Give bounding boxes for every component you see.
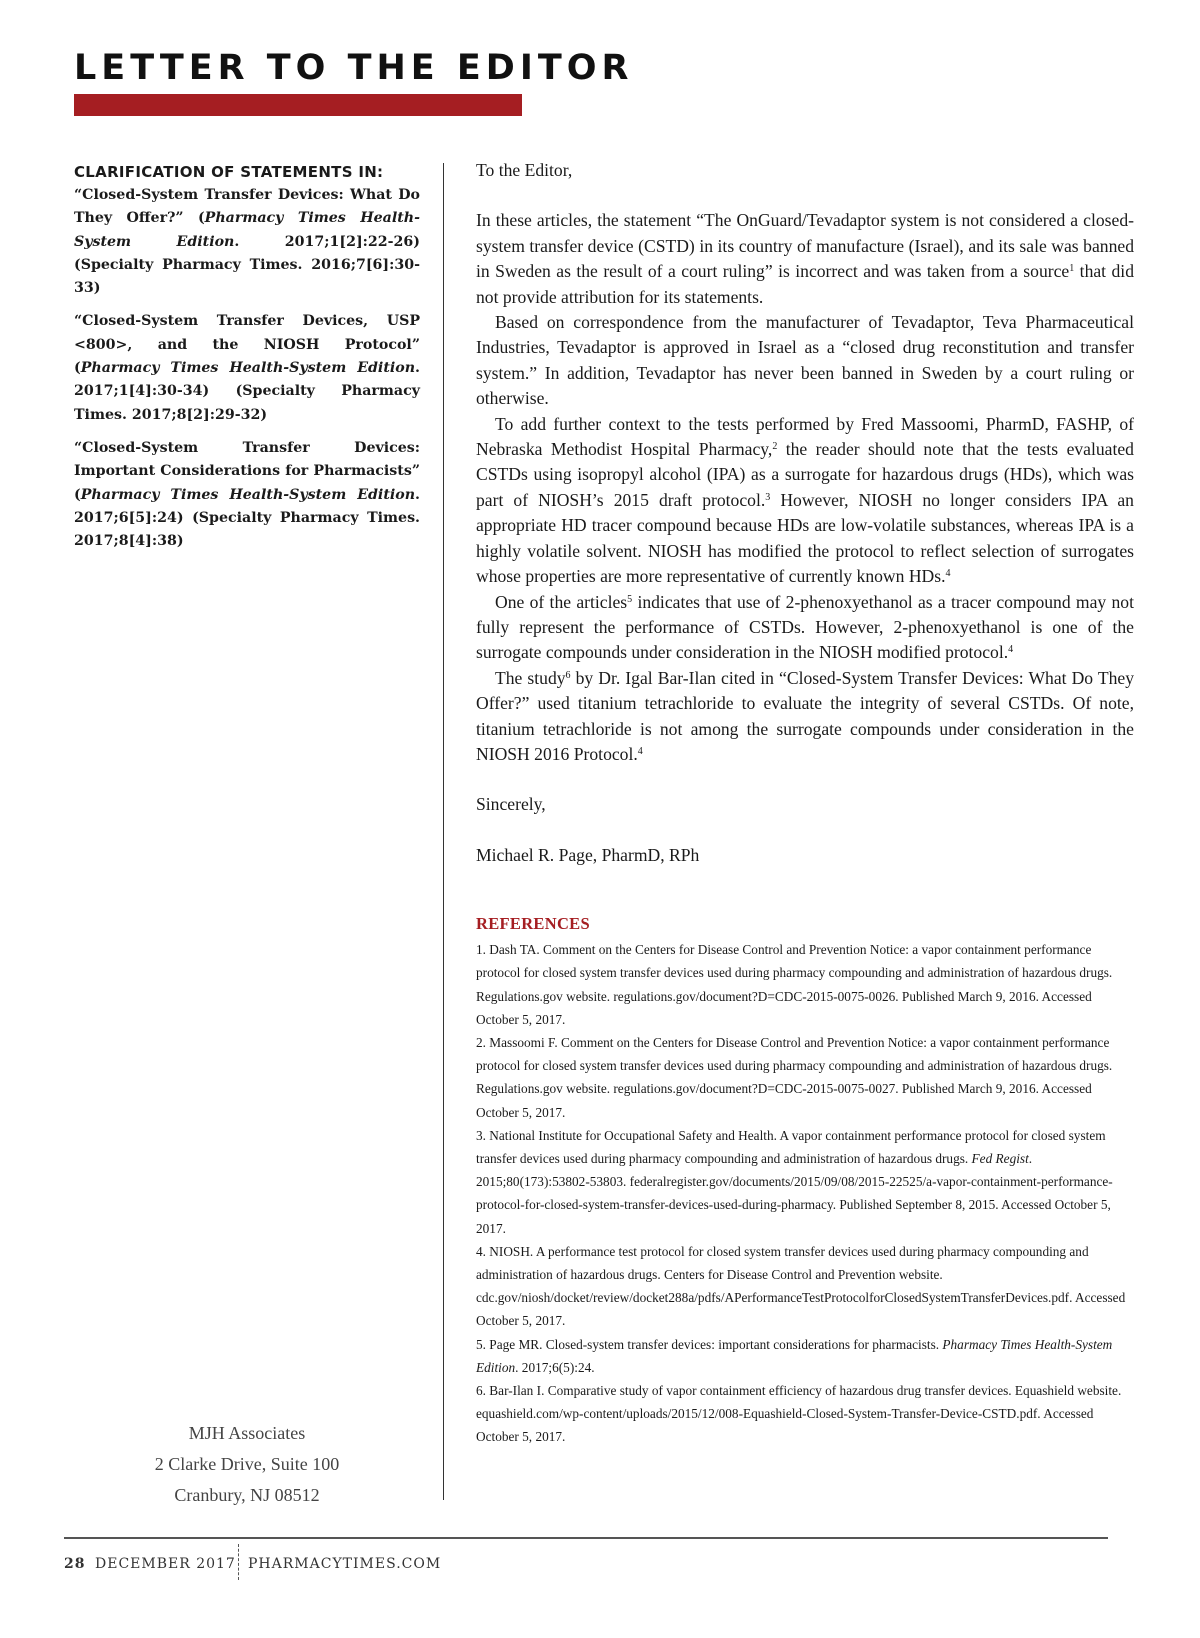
section-title: LETTER TO THE EDITOR <box>74 48 634 88</box>
letter-body <box>476 158 1134 1449</box>
text-segment: the reader should note that the tests evaluated CSTDs using isopropyl alcohol (IPA) as a surrogate for hazardous drugs (HDs), which was part of NIOSH’s 2015 draft protocol. <box>476 439 1134 510</box>
italic-text: Pharmacy Times Health-System Edition <box>74 210 420 250</box>
footnote-marker: 4 <box>945 568 951 580</box>
text-segment: . 2015;80(173):53802-53803. federalregister.gov/documents/2015/09/08/2015-22525/a-vapor-containment-performance-protocol-for-closed-system-transfer-devices-used-during-pharmacy. Published September 8, 2015. Accessed October 5, 2017. <box>476 1150 1113 1236</box>
text-segment: “Closed-System Transfer Devices: Important Considerations for Pharmacists” ( <box>74 439 420 503</box>
italic-text: Fed Regist <box>971 1150 1029 1166</box>
salutation: To the Editor, <box>476 160 573 180</box>
footer-separator <box>238 1544 239 1580</box>
text-segment: . 2017;1[2]:22-26) (Specialty Pharmacy Times. 2016;7[6]:30-33) <box>74 233 420 297</box>
text-segment: 2. Massoomi F. Comment on the Centers for Disease Control and Prevention Notice: a vapor containment performance protocol for closed system transfer devices used during pharmacy compounding and administration of hazardous drugs. Regulations.gov website. regulations.gov/document?D=CDC-2015-0075-0027. Published March 9, 2016. Accessed October 5, 2017. <box>476 1034 1113 1120</box>
text-segment: 3. National Institute for Occupational Safety and Health. A vapor containment performance protocol for closed system transfer devices used during pharmacy compounding and administration of hazardous drugs. <box>476 1127 1106 1166</box>
address-line: MJH Associates <box>188 1423 306 1443</box>
letter-paragraph <box>476 208 1134 310</box>
text-segment: indicates that use of 2-phenoxyethanol as a tracer compound may not fully represent the performance of CSTDs. However, 2-phenoxyethanol is one of the surrogate compounds under consideration in the NIOSH modified protocol. <box>476 591 1134 663</box>
column-divider <box>443 163 444 1500</box>
text-segment: 1. Dash TA. Comment on the Centers for Disease Control and Prevention Notice: a vapor containment performance protocol for closed system transfer devices used during pharmacy compounding and administration of hazardous drugs. Regulations.gov website. regulations.gov/document?D=CDC-2015-0075-0026. Published March 9, 2016. Accessed October 5, 2017. <box>476 942 1113 1027</box>
text-segment: 4. NIOSH. A performance test protocol for closed system transfer devices used during pharmacy compounding and administration of hazardous drugs. Centers for Disease Control and Prevention website. cdc.gov/niosh/docket/review/docket288a/pdfs/APerformanceTestProtocolforClosedSystemTransferDevices.pdf. Accessed October 5, 2017. <box>476 1243 1126 1329</box>
text-segment: by Dr. Igal Bar-Ilan cited in “Closed-System Transfer Devices: What Do They Offer?” used titanium tetrachloride to evaluate the integrity of several CSTDs. Of note, titanium tetrachloride is not among the surrogate compounds under consideration in the NIOSH 2016 Protocol. <box>476 667 1134 764</box>
letter-paragraph <box>476 310 1134 412</box>
footer-rule <box>64 1537 1108 1539</box>
sidebar-entry <box>74 437 420 553</box>
issue-date: DECEMBER 2017 <box>95 1556 236 1572</box>
text-segment: In these articles, the statement “The OnGuard/Tevadaptor system is not considered a closed-system transfer device (CSTD) in its country of manufacture (Israel), and its sale was banned in Sweden as the result of a court ruling” is incorrect and was taken from a source <box>476 210 1134 282</box>
text-segment: 5. Page MR. Closed-system transfer devices: important considerations for pharmacists. <box>476 1336 943 1352</box>
footnote-marker: 3 <box>765 491 771 503</box>
address-line: Cranbury, NJ 08512 <box>174 1485 320 1505</box>
sidebar-entry <box>74 310 420 426</box>
italic-text: Pharmacy Times Health-System Edition <box>476 1336 1113 1375</box>
letter-paragraph <box>476 412 1134 590</box>
text-segment: “Closed-System Transfer Devices, USP <800>, and the NIOSH Protocol” ( <box>74 313 420 377</box>
address-line: 2 Clarke Drive, Suite 100 <box>154 1454 340 1474</box>
text-segment: “Closed-System Transfer Devices: What Do They Offer?” ( <box>74 187 420 227</box>
reference-item <box>476 1124 1134 1240</box>
title-underline-bar <box>74 94 522 116</box>
reference-item <box>476 1240 1134 1333</box>
text-segment: Based on correspondence from the manufacturer of Tevadaptor, Teva Pharmaceutical Industries, Tevadaptor is approved in Israel as a “closed drug reconstitution and transfer system.” In addition, Tevadaptor has never been banned in Sweden by a court ruling or otherwise. <box>476 312 1134 409</box>
text-segment: that did not provide attribution for its statements. <box>476 261 1134 307</box>
text-segment: One of the articles <box>495 591 628 612</box>
sidebar <box>74 163 420 563</box>
signature: Michael R. Page, PharmD, RPh <box>476 844 700 865</box>
text-segment: However, NIOSH no longer considers IPA an appropriate HD tracer compound because HDs are low-volatile substances, whereas IPA is a highly volatile solvent. NIOSH has modified the protocol to reflect selection of surrogates whose properties are more representative of currently known HDs. <box>476 489 1134 587</box>
page-number: 28 <box>64 1556 86 1572</box>
references-heading: REFERENCES <box>476 914 590 934</box>
footnote-marker: 4 <box>637 745 643 757</box>
footnote-marker: 2 <box>772 441 778 453</box>
sidebar-entry <box>74 184 420 300</box>
footnote-marker: 4 <box>1008 644 1014 656</box>
reference-item <box>476 1031 1134 1124</box>
text-segment: To add further context to the tests performed by Fred Massoomi, PharmD, FASHP, of Nebraska Methodist Hospital Pharmacy, <box>476 413 1134 460</box>
footnote-marker: 6 <box>565 669 571 681</box>
italic-text: Pharmacy Times Health-System Edition <box>80 360 416 377</box>
publisher-address <box>74 1418 420 1511</box>
text-segment: . 2017;1[4]:30-34) (Specialty Pharmacy Times. 2017;8[2]:29-32) <box>74 360 420 423</box>
text-segment: 6. Bar-Ilan I. Comparative study of vapor containment efficiency of hazardous drug transfer devices. Equashield website. equashield.com/wp-content/uploads/2015/12/008-Equashield-Closed-System-Transfer-Device-CSTD.pdf. Accessed October 5, 2017. <box>476 1383 1122 1445</box>
reference-item <box>476 938 1134 1031</box>
text-segment: . 2017;6(5):24. <box>515 1359 595 1375</box>
footnote-marker: 1 <box>1069 263 1075 275</box>
text-segment: The study <box>495 667 566 688</box>
closing: Sincerely, <box>476 794 546 815</box>
letter-paragraph <box>476 666 1134 768</box>
footnote-marker: 5 <box>627 593 633 605</box>
letter-paragraph <box>476 590 1134 666</box>
italic-text: Pharmacy Times Health-System Edition <box>80 486 416 503</box>
text-segment: . 2017;6[5]:24) (Specialty Pharmacy Times. 2017;8[4]:38) <box>74 486 420 550</box>
sidebar-heading: CLARIFICATION OF STATEMENTS IN: <box>74 163 384 181</box>
website-link[interactable]: PHARMACYTIMES.COM <box>248 1556 442 1572</box>
reference-item <box>476 1379 1134 1449</box>
reference-item <box>476 1333 1134 1379</box>
